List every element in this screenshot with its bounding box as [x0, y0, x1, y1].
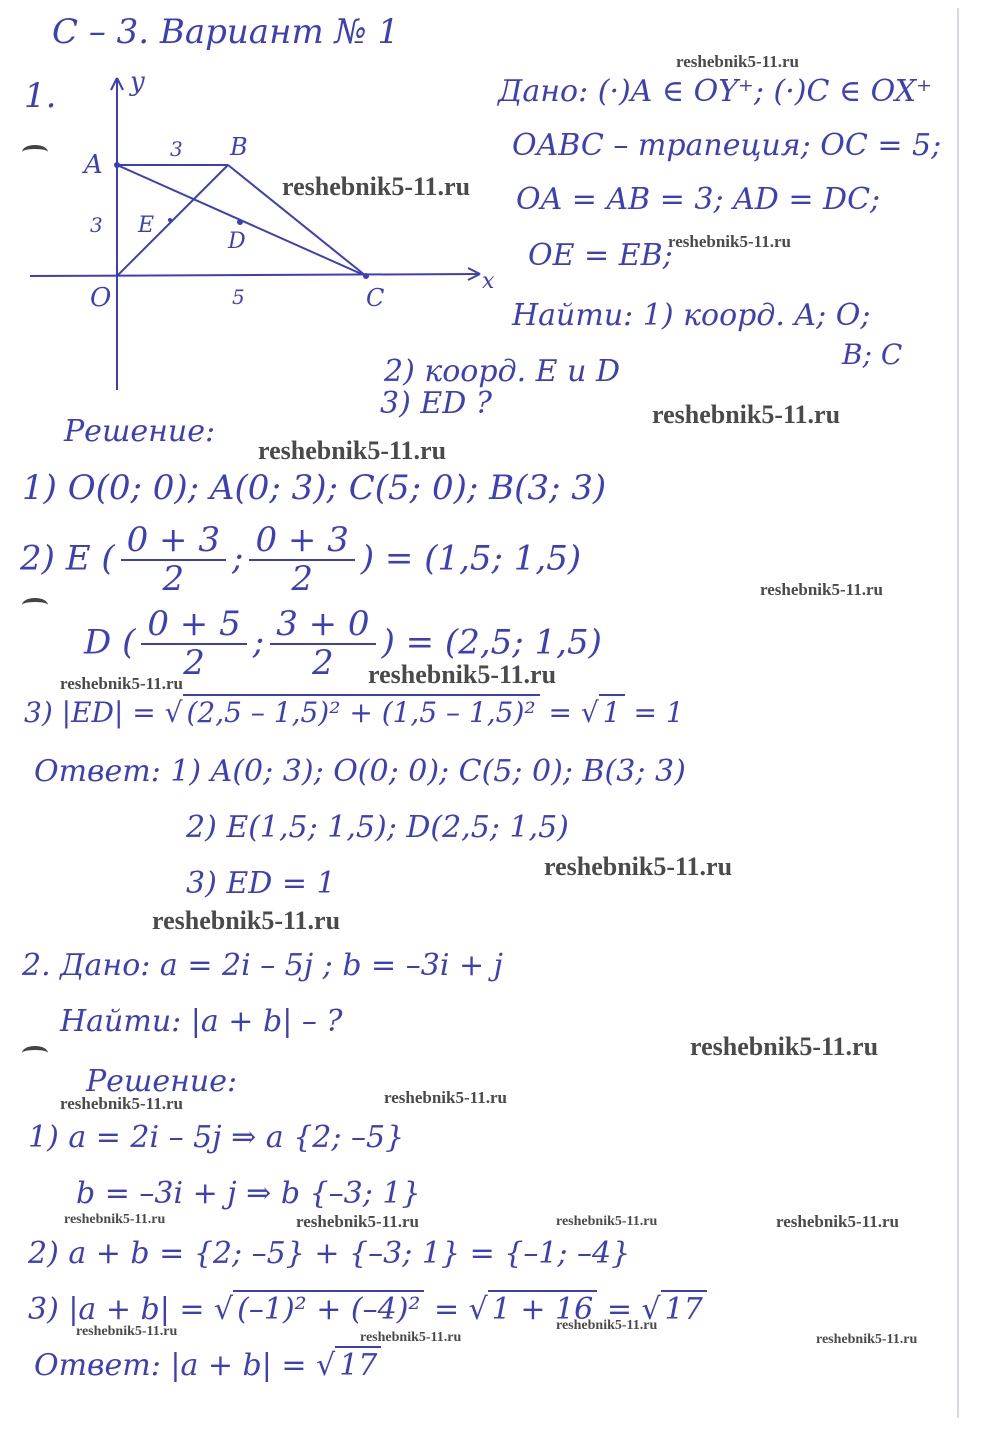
watermark: reshebnik5-11.ru [60, 1094, 183, 1113]
label-y: y [130, 67, 145, 97]
answer-2-prefix: Ответ: |a + b| = √ [34, 1348, 336, 1383]
label-c: C [366, 284, 385, 312]
label-e: E [138, 213, 155, 238]
step-3-prefix: 3) |a + b| = √ [28, 1292, 234, 1327]
find-line-3: 3) ED ? [380, 386, 492, 421]
step-3-prefix: 3) |ED| = √ [24, 696, 183, 729]
find-line-1b: B; C [842, 338, 903, 371]
radicand: 1 [599, 694, 625, 729]
label-oc-length: 5 [232, 285, 245, 309]
step-3-mid: = √ [548, 696, 599, 729]
watermark: reshebnik5-11.ru [296, 1212, 419, 1231]
label-d: D [228, 229, 246, 254]
watermark: reshebnik5-11.ru [652, 400, 841, 429]
problem1-number: 1. [24, 76, 57, 116]
page-margin-line [957, 8, 959, 1418]
fraction-denominator: 2 [162, 559, 185, 600]
label-x: x [482, 269, 495, 294]
point-a [114, 162, 120, 168]
watermark: reshebnik5-11.ru [556, 1318, 658, 1333]
fraction [270, 606, 375, 683]
find-line-2: 2) коорд. E и D [384, 354, 621, 389]
watermark: reshebnik5-11.ru [368, 660, 557, 689]
x-axis [30, 274, 480, 276]
watermark: reshebnik5-11.ru [760, 580, 883, 599]
watermark: reshebnik5-11.ru [282, 172, 471, 201]
fraction-numerator: 0 + 3 [121, 522, 226, 561]
solution-step-2-d: D ( $\frac{0 + 5}{2}$ ; $\frac{3 + 0}{2}$ ) = (2,5; 1,5) [84, 604, 602, 684]
fraction [141, 606, 246, 683]
radicand: (2,5 – 1,5)² + (1,5 – 1,5)² [183, 694, 540, 729]
solution-title-1: Решение: [64, 414, 216, 449]
problem2-step-1b: b = –3i + j ⇒ b {–3; 1} [76, 1176, 421, 1211]
punch-hole-mark [22, 598, 48, 612]
step-2-e-result: ) = (1,5; 1,5) [360, 538, 582, 579]
find-line-1: Найти: 1) коорд. A; O; [512, 298, 871, 333]
problem2-step-2: 2) a + b = {2; –5} + {–3; 1} = {–1; –4} [28, 1236, 631, 1271]
watermark: reshebnik5-11.ru [60, 674, 183, 693]
label-oa-length: 3 [90, 213, 103, 237]
given-line-1: Дано: (·)A ∈ OY⁺; (·)C ∈ OX⁺ [498, 74, 932, 109]
problem2-given: 2. Дано: a = 2i – 5j ; b = –3i + j [22, 948, 503, 983]
answer-1-line-1: Ответ: 1) A(0; 3); O(0; 0); C(5; 0); B(3; 3) [34, 754, 686, 789]
fraction-denominator: 2 [291, 559, 313, 600]
watermark: reshebnik5-11.ru [690, 1032, 879, 1061]
radicand: 1 + 16 [488, 1290, 597, 1327]
answer-2 [34, 1348, 381, 1383]
watermark: reshebnik5-11.ru [668, 232, 791, 251]
watermark: reshebnik5-11.ru [556, 1214, 658, 1229]
segment-ob [117, 165, 228, 276]
point-e [168, 218, 172, 222]
answer-1-line-3: 3) ED = 1 [186, 866, 336, 901]
watermark: reshebnik5-11.ru [360, 1330, 462, 1345]
point-d [237, 219, 243, 225]
step-2-e-prefix: 2) E ( [20, 538, 115, 579]
label-b: B [230, 133, 248, 161]
watermark: reshebnik5-11.ru [384, 1088, 507, 1107]
watermark: reshebnik5-11.ru [676, 52, 799, 71]
watermark: reshebnik5-11.ru [776, 1212, 899, 1231]
given-line-2: OABC – трапеция; OC = 5; [512, 128, 942, 163]
watermark: reshebnik5-11.ru [258, 436, 447, 465]
watermark: reshebnik5-11.ru [76, 1324, 178, 1339]
solution-step-1: 1) O(0; 0); A(0; 3); C(5; 0); B(3; 3) [22, 468, 607, 508]
watermark: reshebnik5-11.ru [544, 852, 733, 881]
fraction [121, 522, 226, 599]
step-2-d-prefix: D ( [84, 622, 136, 663]
answer-1-line-2: 2) E(1,5; 1,5); D(2,5; 1,5) [186, 810, 569, 845]
solution-title-2: Решение: [86, 1064, 238, 1099]
fraction-numerator: 0 + 5 [141, 606, 246, 645]
trapezoid-figure [20, 60, 500, 400]
watermark: reshebnik5-11.ru [152, 906, 341, 935]
point-c [363, 273, 369, 279]
watermark: reshebnik5-11.ru [64, 1212, 166, 1227]
step-2-d-result: ) = (2,5; 1,5) [381, 622, 602, 663]
solution-step-3 [24, 696, 684, 729]
label-a: A [84, 150, 103, 180]
step-3-mid: = √ [433, 1292, 488, 1327]
fraction-numerator: 3 + 0 [270, 606, 375, 645]
solution-step-2-e: 2) E ( $\frac{0 + 3}{2}$ ; $\frac{0 + 3}{2}$ ) = (1,5; 1,5) [20, 520, 582, 600]
step-3-result: = 1 [633, 696, 684, 729]
radicand: 17 [335, 1346, 381, 1383]
fraction-denominator: 2 [183, 643, 205, 684]
watermark: reshebnik5-11.ru [816, 1332, 918, 1347]
fraction [249, 522, 354, 599]
fraction-numerator: 0 + 3 [249, 522, 354, 561]
problem2-step-1a: 1) a = 2i – 5j ⇒ a {2; –5} [28, 1120, 405, 1155]
step-3-mid2: = √ [606, 1292, 661, 1327]
punch-hole-mark [22, 1046, 48, 1060]
label-o: O [90, 283, 112, 313]
given-line-3: OA = AB = 3; AD = DC; [516, 182, 881, 217]
given-line-4: OE = EB; [528, 238, 673, 273]
label-ab-length: 3 [170, 137, 183, 161]
fraction-denominator: 2 [312, 643, 334, 684]
radicand: (–1)² + (–4)² [233, 1290, 424, 1327]
variant-header: С – 3. Вариант № 1 [52, 12, 400, 52]
problem2-find: Найти: |a + b| – ? [60, 1004, 343, 1039]
radicand: 17 [661, 1290, 707, 1327]
